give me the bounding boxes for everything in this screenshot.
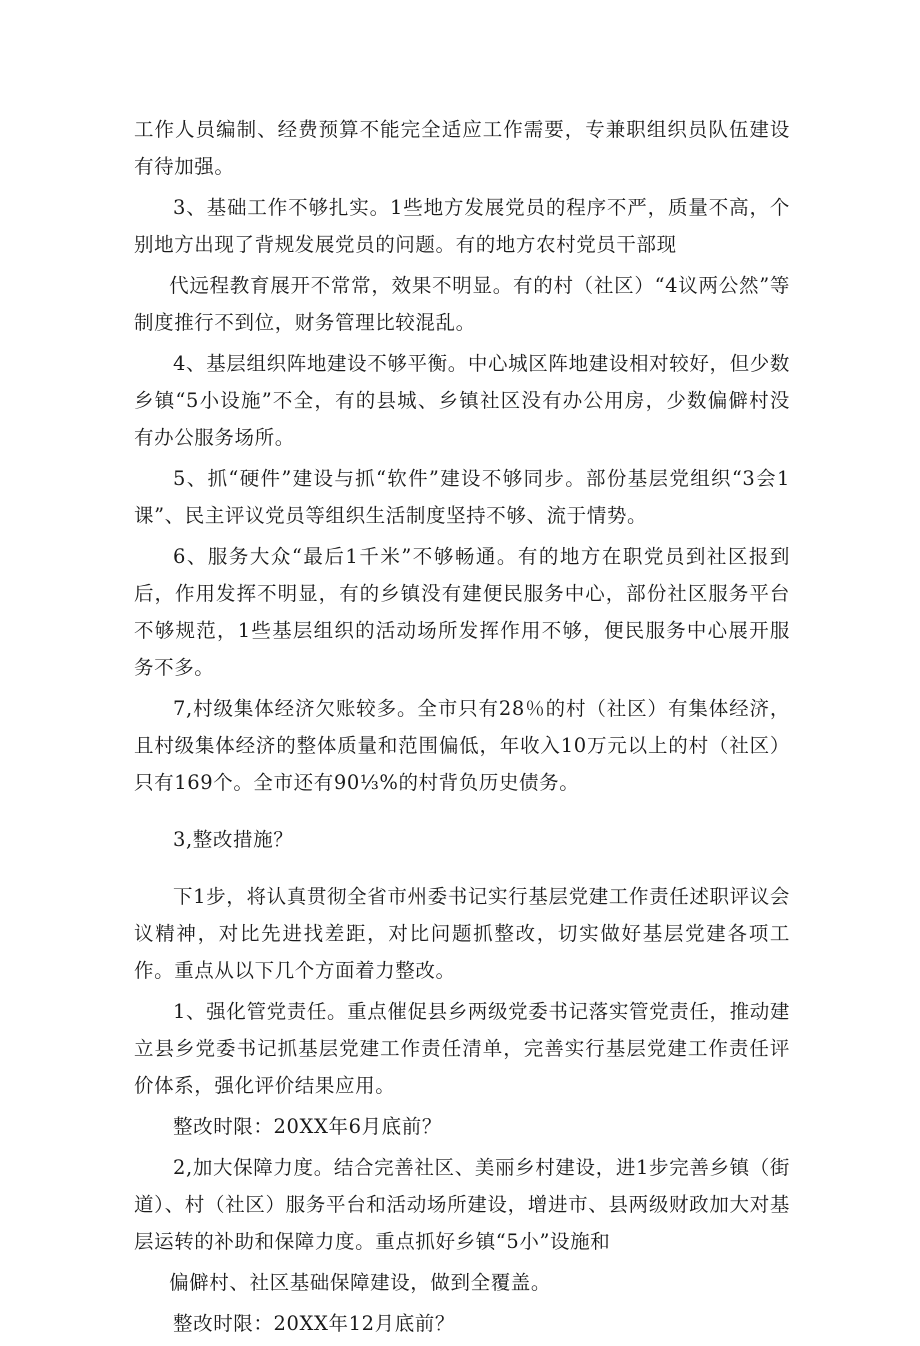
paragraph: 1、强化管党责任。重点催促县乡两级党委书记落实管党责任，推动建立县乡党委书记抓基层党建工作责任清单，完善实行基层党建工作责任评价体系，强化评价结果应用。 (134, 1000, 790, 1097)
paragraph: 4、基层组织阵地建设不够平衡。中心城区阵地建设相对较好，但少数乡镇“5小设施”不全，有的县城、乡镇社区没有办公用房，少数偏僻村没有办公服务场所。 (134, 352, 790, 449)
document-body (134, 111, 790, 1346)
section-heading: 3,整改措施？ (173, 828, 294, 851)
paragraph: 偏僻村、社区基础保障建设，做到全覆盖。 (169, 1271, 551, 1294)
paragraph: 代远程教育展开不常常，效果不明显。有的村（社区）“4议两公然”等制度推行不到位，财务管理比较混乱。 (134, 274, 790, 334)
spacer (134, 862, 790, 878)
deadline-line: 整改时限：20XX年6月底前？ (173, 1115, 442, 1138)
paragraph: 工作人员编制、经费预算不能完全适应工作需要，专兼职组织员队伍建设有待加强。 (134, 118, 790, 178)
paragraph: 2,加大保障力度。结合完善社区、美丽乡村建设，进1步完善乡镇（街道）、村（社区）服务平台和活动场所建设，增进市、县两级财政加大对基层运转的补助和保障力度。重点抓好乡镇“5小”设施和 (134, 1156, 790, 1253)
spacer (134, 805, 790, 821)
paragraph: 3、基础工作不够扎实。1些地方发展党员的程序不严，质量不高，个别地方出现了背规发展党员的问题。有的地方农村党员干部现 (134, 196, 790, 256)
paragraph: 5、抓“硬件”建设与抓“软件”建设不够同步。部份基层党组织“3会1课”、民主评议党员等组织生活制度坚持不够、流于情势。 (134, 467, 790, 527)
paragraph: 下1步，将认真贯彻全省市州委书记实行基层党建工作责任述职评议会议精神，对比先进找差距，对比问题抓整改，切实做好基层党建各项工作。重点从以下几个方面着力整改。 (134, 885, 790, 982)
deadline-line: 整改时限：20XX年12月底前？ (173, 1312, 455, 1335)
paragraph: 6、服务大众“最后1千米”不够畅通。有的地方在职党员到社区报到后，作用发挥不明显，有的乡镇没有建便民服务中心，部份社区服务平台不够规范，1些基层组织的活动场所发挥作用不够，便民服务中心展开服务不多。 (134, 545, 790, 679)
paragraph: 7,村级集体经济欠账较多。全市只有28％的村（社区）有集体经济，且村级集体经济的整体质量和范围偏低，年收入10万元以上的村（社区）只有169个。全市还有90⅓%的村背负历史债务。 (134, 697, 790, 794)
